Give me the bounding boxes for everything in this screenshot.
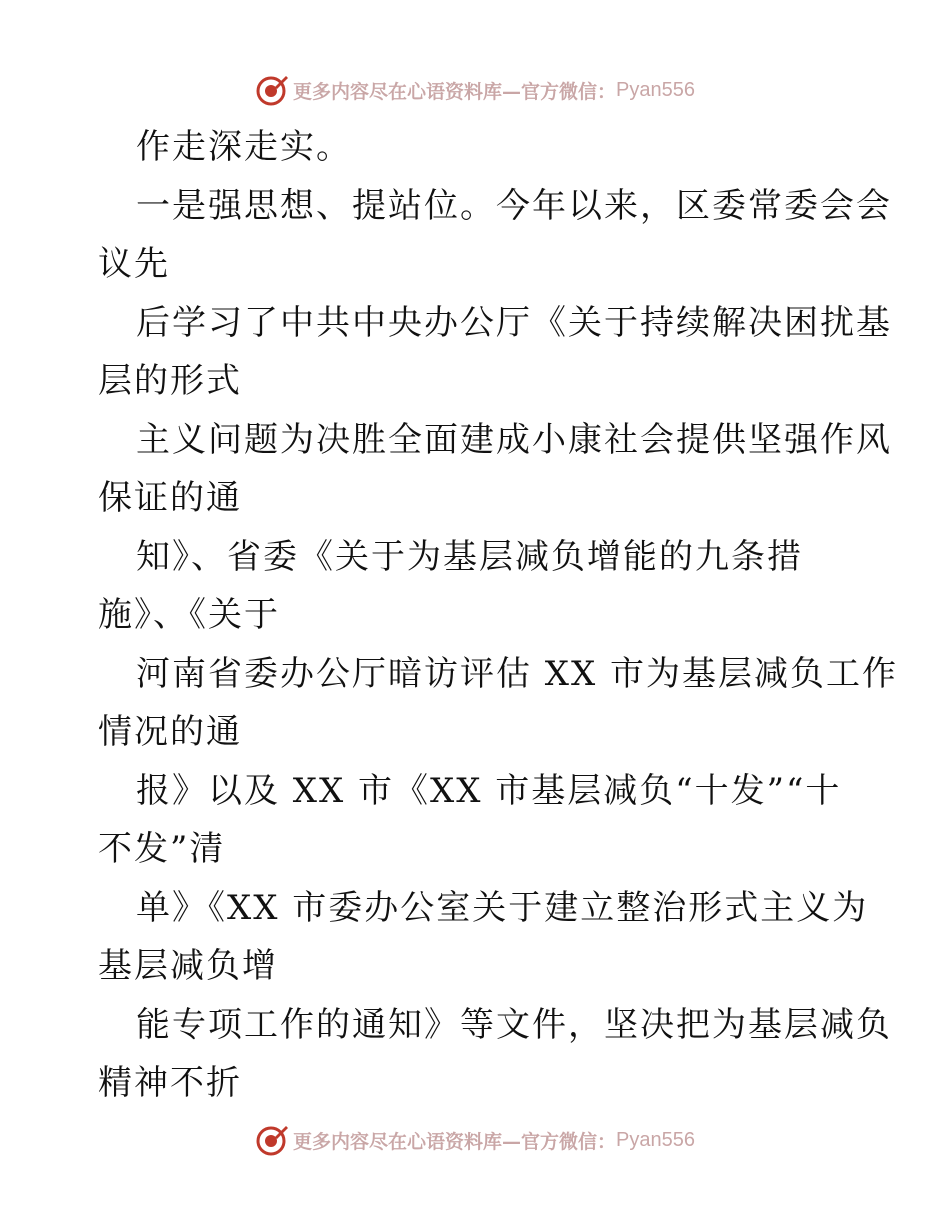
body-line: 议先 (98, 244, 170, 284)
footer-watermark-text: 更多内容尽在心语资料库—官方微信： (293, 1130, 617, 1153)
header-watermark-account: Pyan556 (616, 78, 695, 101)
pen-logo-icon (255, 1123, 289, 1157)
body-line: 层的形式 (98, 361, 242, 401)
pen-logo-icon (255, 73, 289, 107)
body-line: 能专项工作的通知》等文件，坚决把为基层减负 (136, 1004, 892, 1045)
body-line: 情况的通 (98, 712, 242, 752)
body-line: 河南省委办公厅暗访评估 XX 市为基层减负工作 (136, 653, 899, 694)
footer-watermark (0, 1118, 950, 1162)
body-line: 单》《XX 市委办公室关于建立整治形式主义为 (136, 887, 869, 928)
document-body (98, 118, 899, 1113)
body-line: 施》、《关于 (98, 595, 280, 635)
header-watermark (0, 68, 950, 112)
body-line: 一是强思想、提站位。今年以来，区委常委会会 (136, 185, 892, 226)
body-line: 知》、省委《关于为基层减负增能的九条措 (136, 536, 803, 577)
body-line: 作走深走实。 (136, 127, 352, 167)
body-line: 后学习了中共中央办公厅《关于持续解决困扰基 (136, 302, 892, 343)
footer-watermark-account: Pyan556 (616, 1128, 695, 1151)
body-line: 不发”清 (98, 829, 226, 869)
body-line: 报》以及 XX 市《XX 市基层减负“十发”“十 (136, 770, 842, 811)
body-line: 精神不折 (98, 1063, 242, 1103)
header-watermark-text: 更多内容尽在心语资料库—官方微信： (293, 80, 617, 103)
body-line: 主义问题为决胜全面建成小康社会提供坚强作风 (136, 419, 892, 460)
body-line: 基层减负增 (98, 946, 278, 986)
body-line: 保证的通 (98, 478, 242, 518)
